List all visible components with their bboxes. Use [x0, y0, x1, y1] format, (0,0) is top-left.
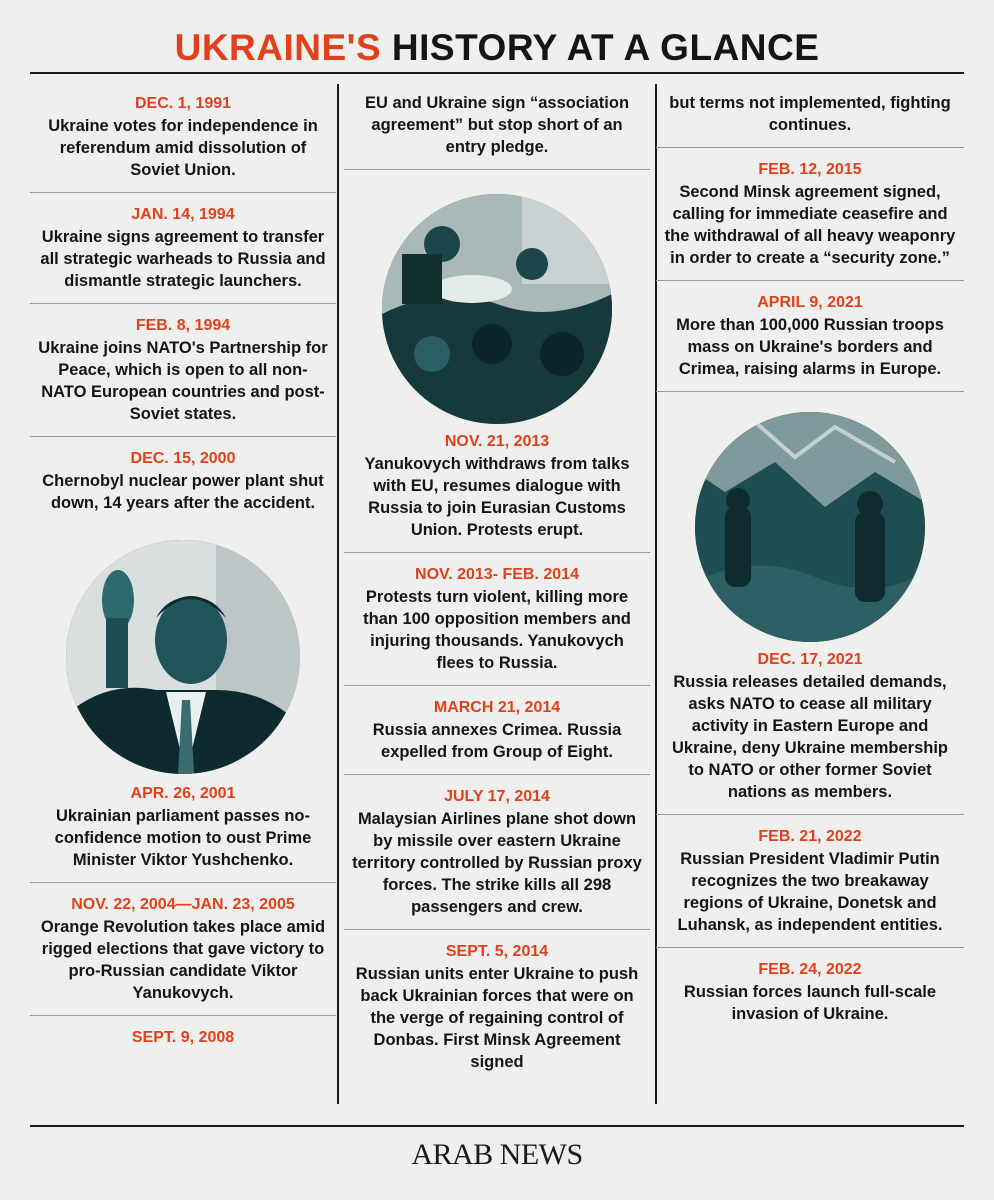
event-feb-1994: [30, 316, 336, 425]
event-date: APRIL 9, 2021: [757, 294, 863, 311]
event-apr-2021: [656, 293, 964, 380]
footer-rule: [30, 1125, 964, 1127]
divider: [656, 814, 964, 815]
event-text: Ukraine signs agreement to transfer all strategic warheads to Russia and dismantle strategic launchers.: [40, 228, 326, 290]
event-date: MARCH 21, 2014: [433, 699, 561, 716]
divider: [30, 192, 336, 193]
event-nov-2013-feb-2014: [344, 565, 650, 674]
event-nov-2013: [344, 432, 650, 541]
event-date: FEB. 24, 2022: [758, 961, 862, 978]
event-feb-21-2022: [656, 827, 964, 936]
event-date: DEC. 15, 2000: [130, 450, 236, 467]
event-date: APR. 26, 2001: [130, 785, 236, 802]
event-sep-2008: [30, 1028, 336, 1048]
timeline-column-3: [656, 84, 964, 1025]
event-text: Russian forces launch full-scale invasion of Ukraine.: [683, 983, 937, 1023]
divider: [344, 929, 650, 930]
event-date: JULY 17, 2014: [444, 788, 550, 805]
event-sep-2014: [344, 942, 650, 1073]
event-date: FEB. 8, 1994: [135, 317, 231, 334]
event-minsk-continued: [656, 92, 964, 136]
event-text: Ukrainian parliament passes no-confidence motion to oust Prime Minister Viktor Yushchenko.: [54, 807, 312, 869]
event-nov-2004: [30, 895, 336, 1004]
event-text: Ukraine votes for independence in referendum amid dissolution of Soviet Union.: [48, 117, 318, 179]
event-text: Russia annexes Crimea. Russia expelled from Group of Eight.: [372, 721, 622, 761]
event-date: NOV. 22, 2004—JAN. 23, 2005: [71, 896, 295, 913]
event-text: More than 100,000 Russian troops mass on Ukraine's borders and Crimea, raising alarms in Europe.: [676, 316, 944, 378]
divider: [30, 303, 336, 304]
divider: [344, 552, 650, 553]
event-dec-2000: [30, 449, 336, 514]
event-text: Protests turn violent, killing more than 100 opposition members and injuring thousands. Yanukovych flees to Russia.: [363, 588, 631, 672]
event-feb-24-2022: [656, 960, 964, 1025]
timeline-column-2: [344, 84, 650, 1073]
column-divider-left: [337, 84, 339, 1104]
event-text: EU and Ukraine sign “association agreement” but stop short of an entry pledge.: [364, 94, 630, 156]
divider: [344, 774, 650, 775]
event-date: NOV. 21, 2013: [444, 433, 550, 450]
soldiers-photo: [695, 412, 925, 642]
event-text: Orange Revolution takes place amid rigged elections that gave victory to pro-Russian candidate Viktor Yanukovych.: [40, 918, 326, 1002]
event-date: SEPT. 9, 2008: [131, 1029, 235, 1046]
event-text: Russia releases detailed demands, asks NATO to cease all military activity in Eastern Europe and Ukraine, deny Ukraine membership to NATO or other former Soviet nations as members.: [671, 673, 949, 801]
event-eu-agreement-continued: [344, 92, 650, 158]
event-text: Russian President Vladimir Putin recognizes the two breakaway regions of Ukraine, Donetsk and Luhansk, as independent entities.: [677, 850, 943, 934]
event-date: FEB. 12, 2015: [758, 161, 862, 178]
event-dec-2021: [656, 650, 964, 803]
event-text: Russian units enter Ukraine to push back Ukrainian forces that were on the verge of regaining control of Donbas. First Minsk Agreement signed: [355, 965, 639, 1071]
event-text: Yanukovych withdraws from talks with EU, resumes dialogue with Russia to join Eurasian Customs Union. Protests erupt.: [364, 455, 630, 539]
title-rule: [30, 72, 964, 74]
divider: [344, 685, 650, 686]
divider: [30, 1015, 336, 1016]
event-date: SEPT. 5, 2014: [445, 943, 549, 960]
event-text: but terms not implemented, fighting continues.: [669, 94, 951, 134]
title-rest: HISTORY AT A GLANCE: [391, 27, 820, 68]
event-jan-1994: [30, 205, 336, 292]
brand-logo: ARAB NEWS: [411, 1138, 583, 1171]
divider: [30, 436, 336, 437]
divider: [656, 947, 964, 948]
event-jul-2014: [344, 787, 650, 918]
event-date: DEC. 1, 1991: [134, 95, 232, 112]
yushchenko-photo: [66, 540, 300, 774]
event-mar-2014: [344, 698, 650, 763]
portrait-photo-illustration: [66, 540, 300, 774]
divider: [656, 147, 964, 148]
divider: [656, 280, 964, 281]
divider: [656, 391, 964, 392]
event-text: Malaysian Airlines plane shot down by missile over eastern Ukraine territory controlled by Russian proxy forces. The strike kills all 298 passengers and crew.: [352, 810, 642, 916]
divider: [344, 169, 650, 170]
protest-photo: [382, 194, 612, 424]
event-text: Ukraine joins NATO's Partnership for Peace, which is open to all non-NATO European countries and post-Soviet states.: [38, 339, 328, 423]
event-apr-2001: [30, 784, 336, 871]
protest-photo-illustration: [382, 194, 612, 424]
event-date: JAN. 14, 1994: [131, 206, 235, 223]
event-date: DEC. 17, 2021: [757, 651, 863, 668]
title-accent: UKRAINE'S: [174, 27, 382, 68]
event-text: Second Minsk agreement signed, calling for immediate ceasefire and the withdrawal of all heavy weaponry in order to create a “security zone.”: [664, 183, 956, 267]
event-date: NOV. 2013- FEB. 2014: [415, 566, 579, 583]
event-text: Chernobyl nuclear power plant shut down, 14 years after the accident.: [42, 472, 324, 512]
timeline-column-1: [30, 84, 336, 1049]
event-date: FEB. 21, 2022: [758, 828, 862, 845]
event-feb-2015: [656, 160, 964, 269]
divider: [30, 882, 336, 883]
soldiers-photo-illustration: [695, 412, 925, 642]
page-title: [0, 26, 994, 70]
event-dec-1991: [30, 94, 336, 181]
